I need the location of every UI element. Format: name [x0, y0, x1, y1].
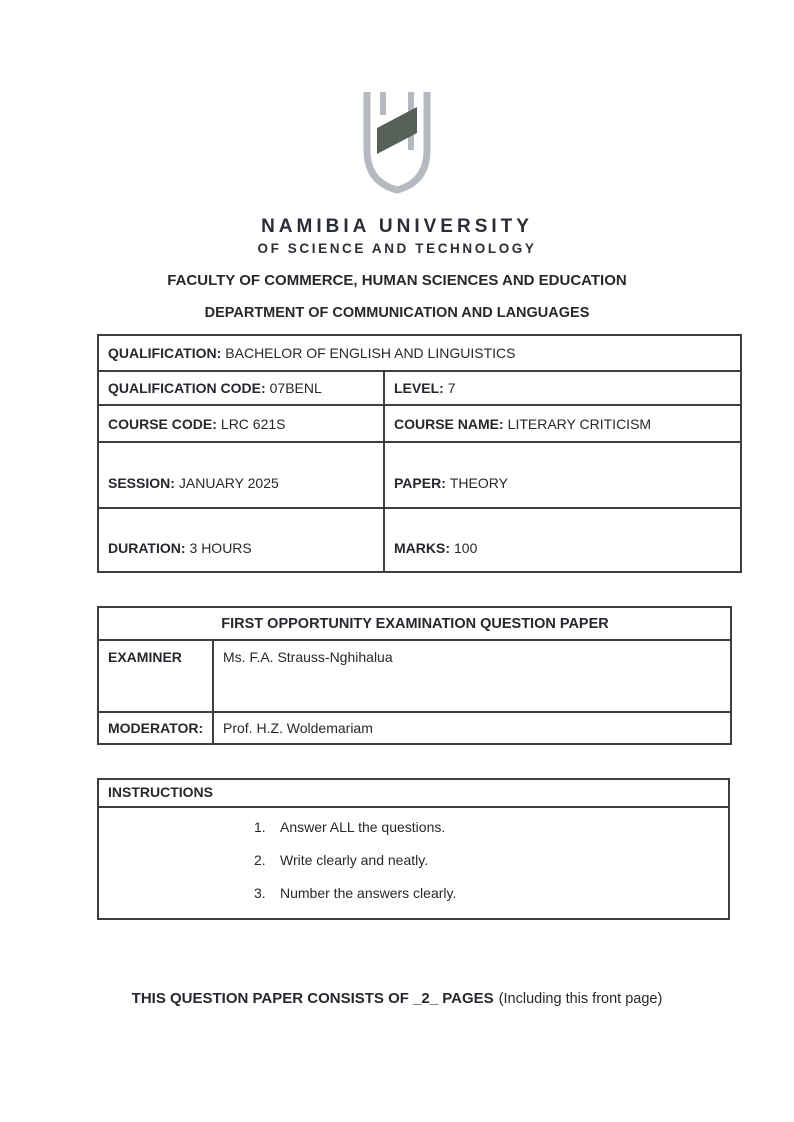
- qualification-value: BACHELOR OF ENGLISH AND LINGUISTICS: [225, 345, 516, 361]
- instructions-list: [98, 807, 729, 919]
- table-row: [98, 640, 731, 712]
- table-row: [98, 779, 729, 807]
- university-shield-icon: [353, 88, 441, 204]
- table-row: [98, 442, 741, 508]
- level-label: LEVEL:: [394, 380, 444, 396]
- moderator-value: Prof. H.Z. Woldemariam: [213, 712, 731, 744]
- level-cell: [384, 371, 741, 405]
- page-count-bold-text: THIS QUESTION PAPER CONSISTS OF _2_ PAGES: [131, 990, 494, 1007]
- table-row: [98, 508, 741, 572]
- paper-value: THEORY: [449, 475, 508, 491]
- qualification-code-cell: [98, 371, 384, 405]
- course-code-cell: [98, 405, 384, 442]
- qualification-label: QUALIFICATION:: [108, 345, 222, 361]
- instruction-number: 2.: [254, 852, 266, 868]
- course-name-cell: [384, 405, 741, 442]
- duration-cell: [98, 508, 384, 572]
- instruction-number: 1.: [254, 819, 266, 835]
- instructions-table: [97, 778, 730, 920]
- list-item: [254, 885, 728, 902]
- examiner-value: Ms. F.A. Strauss-Nghihalua: [213, 640, 731, 712]
- table-row: [98, 335, 741, 371]
- faculty-heading: FACULTY OF COMMERCE, HUMAN SCIENCES AND EDUCATION: [167, 272, 627, 289]
- course-name-label: COURSE NAME:: [394, 415, 504, 432]
- instruction-text: Write clearly and neatly.: [280, 852, 429, 868]
- exam-paper-table: [97, 606, 732, 745]
- list-item: [254, 819, 728, 836]
- duration-value: 3 HOURS: [189, 540, 252, 556]
- instructions-title: INSTRUCTIONS: [98, 779, 729, 807]
- page-count-note: [0, 990, 794, 1007]
- marks-label: MARKS:: [394, 540, 450, 556]
- table-row: [98, 371, 741, 405]
- university-tagline: OF SCIENCE AND TECHNOLOGY: [257, 241, 537, 256]
- table-row: [98, 405, 741, 442]
- course-name-value: LITERARY CRITICISM: [507, 415, 652, 432]
- duration-label: DURATION:: [108, 540, 186, 556]
- level-value: 7: [447, 380, 456, 396]
- session-label: SESSION:: [108, 475, 175, 491]
- paper-label: PAPER:: [394, 475, 446, 491]
- instruction-text: Answer ALL the questions.: [280, 819, 446, 835]
- table-row: [98, 712, 731, 744]
- instruction-text: Number the answers clearly.: [280, 885, 457, 901]
- university-logo: [0, 0, 794, 209]
- moderator-label: MODERATOR:: [98, 712, 213, 744]
- course-code-value: LRC 621S: [220, 415, 286, 432]
- qualification-cell: [98, 335, 741, 371]
- session-value: JANUARY 2025: [178, 475, 279, 491]
- paper-cell: [384, 442, 741, 508]
- session-cell: [98, 442, 384, 508]
- marks-value: 100: [454, 540, 478, 556]
- course-code-label: COURSE CODE:: [108, 415, 217, 432]
- qualification-code-value: 07BENL: [269, 380, 322, 396]
- list-item: [254, 852, 728, 869]
- table-row: [98, 807, 729, 919]
- marks-cell: [384, 508, 741, 572]
- table-row: [98, 607, 731, 640]
- instruction-number: 3.: [254, 885, 266, 901]
- university-name: NAMIBIA UNIVERSITY: [261, 216, 533, 237]
- examiner-label: EXAMINER: [98, 640, 213, 712]
- exam-paper-title: FIRST OPPORTUNITY EXAMINATION QUESTION PAPER: [98, 607, 731, 640]
- qualification-code-label: QUALIFICATION CODE:: [108, 380, 266, 396]
- page-count-regular-text: (Including this front page): [498, 991, 663, 1007]
- course-info-table: [97, 334, 742, 573]
- department-heading: DEPARTMENT OF COMMUNICATION AND LANGUAGES: [204, 305, 590, 321]
